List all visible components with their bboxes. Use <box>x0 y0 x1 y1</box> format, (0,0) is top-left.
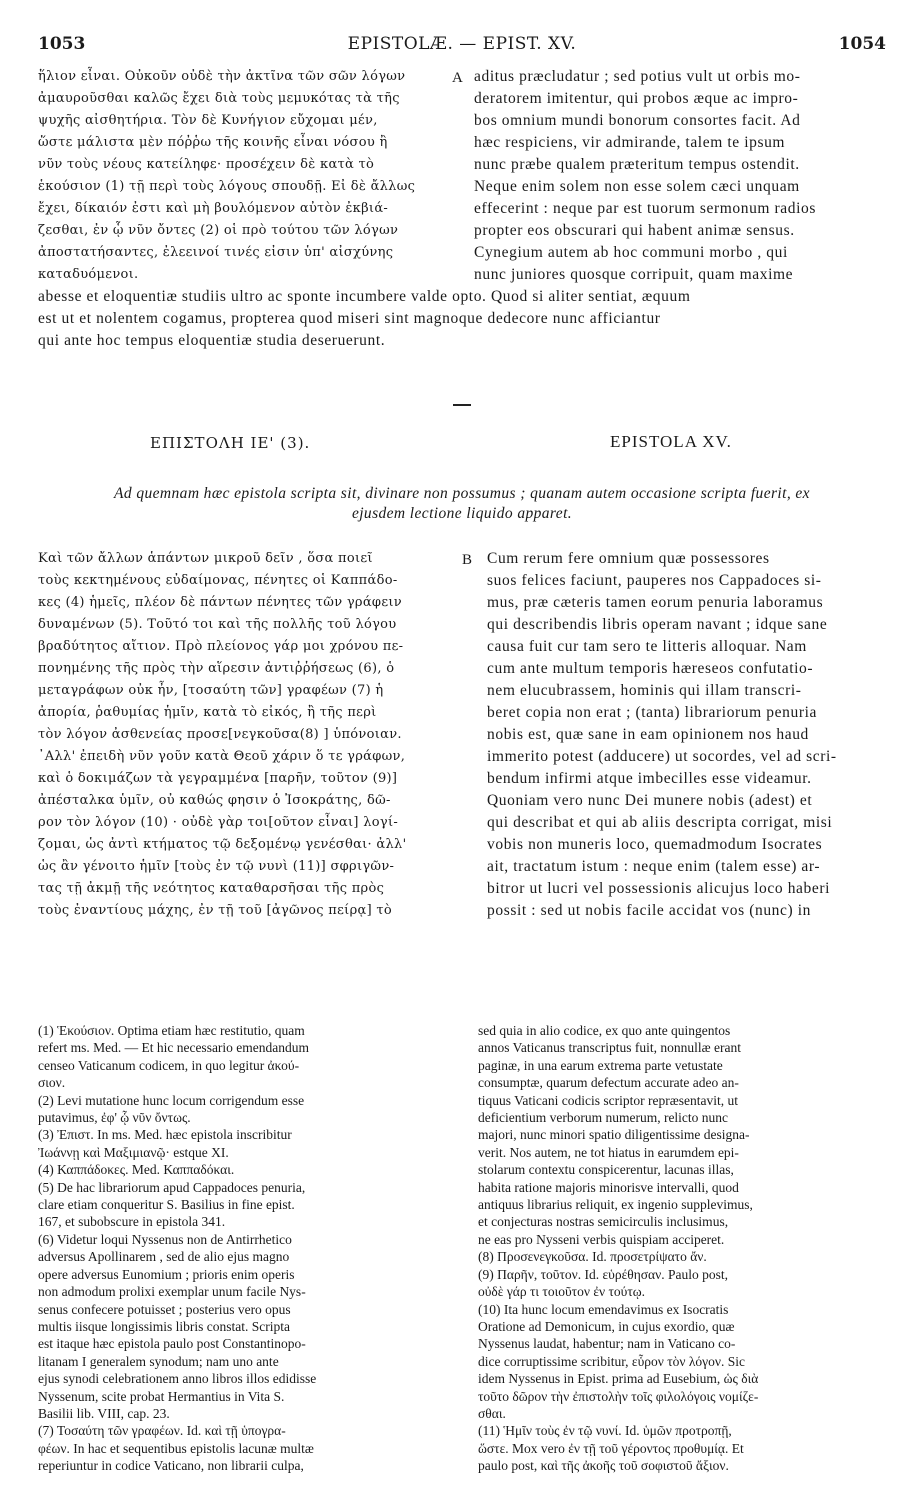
notes-left-line: adversus Apollinarem , sed de alio ejus magno <box>38 1249 290 1265</box>
notes-left-line: putavimus, ἐφ' ᾧ νῦν ὄντως. <box>38 1110 191 1126</box>
body-latin-line: immerito potest (adducere) ut socordes, vel ad scri- <box>487 748 837 765</box>
latin-epistle-title: EPISTOLA XV. <box>610 432 732 451</box>
notes-left-line: senus confecere potuisset ; posterius vero opus <box>38 1301 291 1317</box>
top-latin-line: effecerint : neque par est tuorum sermonum radios <box>474 200 817 217</box>
notes-left-line: (7) Τοσαύτη τῶν γραφέων. Id. καὶ τῇ ὑπογρα- <box>38 1423 286 1439</box>
notes-right-line: (8) Προσενεγκοῦσα. Id. προσετρίψατο ἄν. <box>478 1249 707 1265</box>
notes-right-line: (10) Ita hunc locum emendavimus ex Isocratis <box>478 1301 729 1317</box>
body-greek-column <box>38 548 456 922</box>
top-full-line: qui ante hoc tempus eloquentiæ studia deseruerunt. <box>38 332 386 349</box>
top-greek-line: ψυχῆς αἰσθητήρια. Τὸν δὲ Κυνήγιον εὔχομαι μέν, <box>38 113 378 128</box>
notes-right-line: Nyssenus laudat, habentur; nam in Vaticano co- <box>478 1336 736 1352</box>
top-greek-line: ζεσθαι, ἐν ᾧ νῦν ὄντες (2) οἱ πρὸ τούτου τῶν λόγων <box>38 223 399 238</box>
notes-right-line: antiquus librarius reliquit, ex ingenio supplevimus, <box>478 1197 753 1213</box>
notes-right-line: verit. Nos autem, ne tot hiatus in earumdem epi- <box>478 1144 739 1160</box>
notes-left-line: φέων. In hac et sequentibus epistolis lacunæ multæ <box>38 1440 314 1456</box>
notes-right-line: majori, nunc minori spatio diligentissime designa- <box>478 1127 750 1143</box>
page-number-right: 1054 <box>838 34 886 54</box>
body-greek-line: δυναμένων (5). Τοῦτό τοι καὶ τῆς πολλῆς τοῦ λόγου <box>38 617 397 632</box>
body-greek-line: Καὶ τῶν ἄλλων ἁπάντων μικροῦ δεῖν , ὅσα ποιεῖ <box>38 551 373 566</box>
notes-left-line: Ἰωάννῃ καὶ Μαξιμιανῷ· estque XI. <box>38 1144 229 1160</box>
notes-left-line: non admodum prolixi exemplar unum facile Nys- <box>38 1284 306 1300</box>
notes-right-line: idem Nyssenus in Epist. prima ad Eusebium, ὡς διὰ <box>478 1371 759 1387</box>
argument-line: ejusdem lectione liquido apparet. <box>351 505 573 522</box>
notes-right-line: σθαι. <box>478 1405 506 1421</box>
top-greek-line: καταδυόμενοι. <box>38 267 139 282</box>
footnotes-left-column <box>38 1022 458 1475</box>
notes-left-line: ejus synodi celebrationem anno libros illos edidisse <box>38 1371 317 1387</box>
top-latin-line: hæc respiciens, vir admirande, talem te ipsum <box>474 134 786 151</box>
body-latin-line: vobis non muneris loco, quemadmodum Isocrates <box>487 836 823 853</box>
body-greek-line: ᾿Αλλ' ἐπειδὴ νῦν γοῦν κατὰ Θεοῦ χάριν ὅ τε γράφων, <box>38 749 406 764</box>
top-greek-line: ἥλιον εἶναι. Οὐκοῦν οὐδὲ τὴν ἀκτῖνα τῶν σῶν λόγων <box>38 69 406 84</box>
notes-left-line: (4) Καππάδοκες. Med. Καππαδόκαι. <box>38 1162 235 1178</box>
footnotes-right-column <box>478 1022 890 1475</box>
margin-marker-a: A <box>452 70 463 86</box>
body-latin-line: nobis est, quæ sane in eam opinionem nos haud <box>487 726 809 743</box>
body-latin-line: nem elucubrassem, hominis qui illam transcri- <box>487 682 802 699</box>
body-latin-line: bendum infirmi atque imbecilles esse videamur. <box>487 770 812 787</box>
notes-left-line: (1) Ἑκούσιον. Optima etiam hæc restitutio, quam <box>38 1023 305 1038</box>
notes-right-line: et conjecturas nostras semicirculis inclusimus, <box>478 1214 729 1230</box>
notes-left-line: censeo Vaticanum codicem, in quo legitur ἀκού- <box>38 1057 300 1073</box>
notes-left-line: Nyssenum, scite probat Hermantius in Vita S. <box>38 1388 285 1404</box>
body-latin-line: ait, tractatum istum : neque enim (talem esse) ar- <box>487 858 821 875</box>
top-full-width-text <box>38 286 888 352</box>
top-latin-line: aditus præcludatur ; sed potius vult ut orbis mo- <box>474 68 801 85</box>
notes-right-line: τοῦτο δῶρον τὴν ἐπιστολὴν τοῖς φιλολόγοις νομίζε- <box>478 1388 759 1404</box>
notes-left-line: opere adversus Eunomium ; prioris enim operis <box>38 1266 295 1282</box>
notes-right-line: paginæ, in una earum extrema parte vetustate <box>478 1057 723 1073</box>
notes-left-line: reperiuntur in codice Vaticano, non librarii culpa, <box>38 1458 304 1474</box>
top-latin-line: propter eos obscurari qui habent animæ sensus. <box>474 222 795 239</box>
body-latin-line: suos felices faciunt, pauperes nos Cappadoces si- <box>487 572 822 589</box>
notes-left-line: (5) De hac librariorum apud Cappadoces penuria, <box>38 1179 306 1195</box>
body-greek-line: βραδύτητος αἴτιον. Πρὸ πλείονος γάρ μοι χρόνου πε- <box>38 639 404 654</box>
notes-right-line: stolarum contextu conspicerentur, lacunas illas, <box>478 1162 734 1178</box>
top-latin-line: nunc juniores quosque corripuit, quam maxime <box>474 266 794 283</box>
notes-right-line: οὐδὲ γάρ τι τοιοῦτον ἐν τούτῳ. <box>478 1284 646 1300</box>
top-latin-line: bos omnium mundi bonorum consortes facit. Ad <box>474 112 801 129</box>
notes-left-line: (3) Ἐπιστ. In ms. Med. hæc epistola inscribitur <box>38 1127 292 1143</box>
body-latin-line: Cum rerum fere omnium quæ possessores <box>487 550 770 567</box>
notes-right-line: consumptæ, quarum defectum accurate adeo an- <box>478 1075 739 1091</box>
body-latin-line: Quoniam vero nunc Dei munere nobis (adest) et <box>487 792 813 809</box>
notes-left-line: est itaque hæc epistola paulo post Constantinopo- <box>38 1336 306 1352</box>
top-greek-line: ἔχει, δίκαιόν ἐστι καὶ μὴ βουλόμενον αὐτὸν ἐκβιά- <box>38 201 389 216</box>
body-latin-column <box>487 548 889 922</box>
body-latin-line: beret copia non erat ; (tanta) librariorum penuria <box>487 704 817 721</box>
notes-right-line: tiquus Vaticani codicis scriptor repræsentavit, ut <box>478 1092 738 1108</box>
top-latin-column <box>474 66 888 286</box>
top-full-line: abesse et eloquentiæ studiis ultro ac sponte incumbere valde opto. Quod si aliter sentiat, æquum <box>38 288 691 305</box>
body-latin-line: qui describendis libris operam navant ; idque sane <box>487 616 828 633</box>
notes-left-line: refert ms. Med. — Et hic necessario emendandum <box>38 1040 310 1056</box>
body-greek-line: τοὺς κεκτημένους εὐδαίμονας, πένητες οἱ Καππάδο- <box>38 573 398 588</box>
body-greek-line: κες (4) ἡμεῖς, πλέον δὲ πάντων πένητες τῶν γράφειν <box>38 595 402 610</box>
notes-right-line: paulo post, καὶ τῆς ἀκοῆς τοῦ σοφιστοῦ ἄξιον. <box>478 1458 729 1474</box>
notes-left-line: clare etiam conqueritur S. Basilius in fine epist. <box>38 1197 295 1213</box>
top-greek-column <box>38 66 448 286</box>
notes-right-line: (9) Παρῆν, τοῦτον. Id. εὑρέθησαν. Paulo post, <box>478 1266 728 1282</box>
body-greek-line: μεταγράφων οὐκ ἦν, [τοσαύτη τῶν] γραφέων (7) ἡ <box>38 683 384 698</box>
top-greek-line: νῦν τοὺς νέους κατείληφε· προσέχειν δὲ κατὰ τὸ <box>38 157 375 172</box>
notes-left-line: Basilii lib. VIII, cap. 23. <box>38 1405 170 1421</box>
argument-line: Ad quemnam hæc epistola scripta sit, divinare non possumus ; quanam autem occasione scripta fuerit, ex <box>114 485 810 502</box>
notes-left-line: litanam I generalem synodum; nam uno ante <box>38 1353 279 1369</box>
top-latin-line: Cynegium autem ab hoc communi morbo , qui <box>474 244 788 261</box>
body-greek-line: ζομαι, ὡς ἀντὶ κτήματος τῷ δεξομένῳ γενέσθαι· ἀλλ' <box>38 837 407 852</box>
notes-left-line: (6) Videtur loqui Nyssenus non de Antirrhetico <box>38 1231 292 1247</box>
top-greek-line: ἀμαυροῦσθαι καλῶς ἔχει διὰ τοὺς μεμυκότας τὰ τῆς <box>38 91 400 106</box>
body-greek-line: πονημένης τῆς πρὸς τὴν αἵρεσιν ἀντιῤῥήσεως (6), ὁ <box>38 661 395 676</box>
greek-epistle-title: ΕΠΙΣΤΟΛΗ ΙΕ' (3). <box>150 434 311 452</box>
top-latin-line: Neque enim solem non esse solem cæci unquam <box>474 178 800 195</box>
body-greek-line: ἀπέσταλκα ὑμῖν, οὐ καθώς φησιν ὁ Ἰσοκράτης, δῶ- <box>38 793 391 808</box>
page-number-left: 1053 <box>38 34 86 54</box>
notes-right-line: habita ratione majoris minorisve intervalli, quod <box>478 1179 739 1195</box>
body-greek-line: ὡς ἂν γένοιτο ἡμῖν [τοὺς ἐν τῷ νυνὶ (11)] σφριγῶν- <box>38 859 395 874</box>
epistle-argument <box>36 484 888 524</box>
notes-right-line: (11) Ἡμῖν τοὺς ἐν τῷ νυνί. Id. ὑμῶν προτροπῇ, <box>478 1423 732 1439</box>
body-greek-line: τοὺς ἐναντίους μάχης, ἐν τῇ τοῦ [ἀγῶνος πείρᾳ] τὸ <box>38 903 393 918</box>
running-title: EPISTOLÆ. — EPIST. XV. <box>347 34 577 54</box>
notes-right-line: sed quia in alio codice, ex quo ante quingentos <box>478 1023 731 1038</box>
notes-right-line: dice corruptissime scribitur, εὗρον τὸν λόγον. Sic <box>478 1353 746 1369</box>
notes-left-line: 167, et subobscure in epistola 341. <box>38 1214 226 1230</box>
top-greek-line: ἀποστατήσαντες, ἐλεεινοί τινές εἰσιν ὑπ' αἰσχύνης <box>38 245 394 260</box>
top-full-line: est ut et nolentem cogamus, propterea quod miseri sint magnoque dedecore nunc afficiantur <box>38 310 661 327</box>
body-greek-line: τὸν λόγον ἀσθενείας προσε[νεγκοῦσα(8) ] ὑπόνοιαν. <box>38 727 402 742</box>
top-latin-line: nunc præbe qualem præteritum tempus ostendit. <box>474 156 800 173</box>
notes-right-line: deficientium verborum numerum, relicto nunc <box>478 1110 729 1126</box>
body-latin-line: possit : sed ut nobis facile accidat vos (nunc) in <box>487 902 812 919</box>
margin-marker-b: B <box>462 552 473 568</box>
body-greek-line: ἀπορία, ῥαθυμίας ἡμῖν, κατὰ τὸ εἰκός, ἢ τῆς περὶ <box>38 705 377 720</box>
top-latin-line: deratorem imitentur, qui probos æque ac impro- <box>474 90 799 107</box>
section-divider <box>453 404 471 406</box>
notes-right-line: ὥστε. Mox vero ἐν τῇ τοῦ γέροντος προθυμίᾳ. Et <box>478 1440 744 1456</box>
running-header <box>38 34 886 56</box>
body-greek-line: τας τῇ ἀκμῇ τῆς νεότητος καταθαρσῆσαι τῆς πρὸς <box>38 881 385 896</box>
top-greek-line: ἑκούσιον (1) τῇ περὶ τοὺς λόγους σπουδῇ. Εἰ δὲ ἄλλως <box>38 179 416 194</box>
notes-right-line: Oratione ad Demonicum, in cujus exordio, quæ <box>478 1318 735 1334</box>
body-latin-line: bitror ut lucri vel possessionis alicujus loco haberi <box>487 880 831 897</box>
body-latin-line: causa fuit cur tam sero te litteris alloquar. Nam <box>487 638 807 655</box>
notes-right-line: ne eas pro Nysseni verbis quispiam acciperet. <box>478 1231 725 1247</box>
body-greek-line: καὶ ὁ δοκιμάζων τὰ γεγραμμένα [παρῆν, τοῦτον (9)] <box>38 771 398 786</box>
body-latin-line: qui describat et qui ab aliis descripta corrigat, misi <box>487 814 833 831</box>
body-latin-line: mus, præ cæteris tamen eorum penuria laboramus <box>487 594 824 611</box>
notes-left-line: multis iisque longissimis libris constat. Scripta <box>38 1318 290 1334</box>
top-greek-line: ὥστε μάλιστα μὲν πόῤῥω τῆς κοινῆς εἶναι νόσου ἢ <box>38 135 388 150</box>
body-greek-line: ρον τὸν λόγον (10) · οὐδὲ γὰρ τοι[οῦτον εἶναι] λογί- <box>38 815 399 830</box>
notes-left-line: σιον. <box>38 1075 66 1091</box>
body-latin-line: cum ante multum temporis hæreseos confutatio- <box>487 660 814 677</box>
notes-right-line: annos Vaticanus transcriptus fuit, nonnullæ erant <box>478 1040 741 1056</box>
notes-left-line: (2) Levi mutatione hunc locum corrigendum esse <box>38 1092 305 1108</box>
